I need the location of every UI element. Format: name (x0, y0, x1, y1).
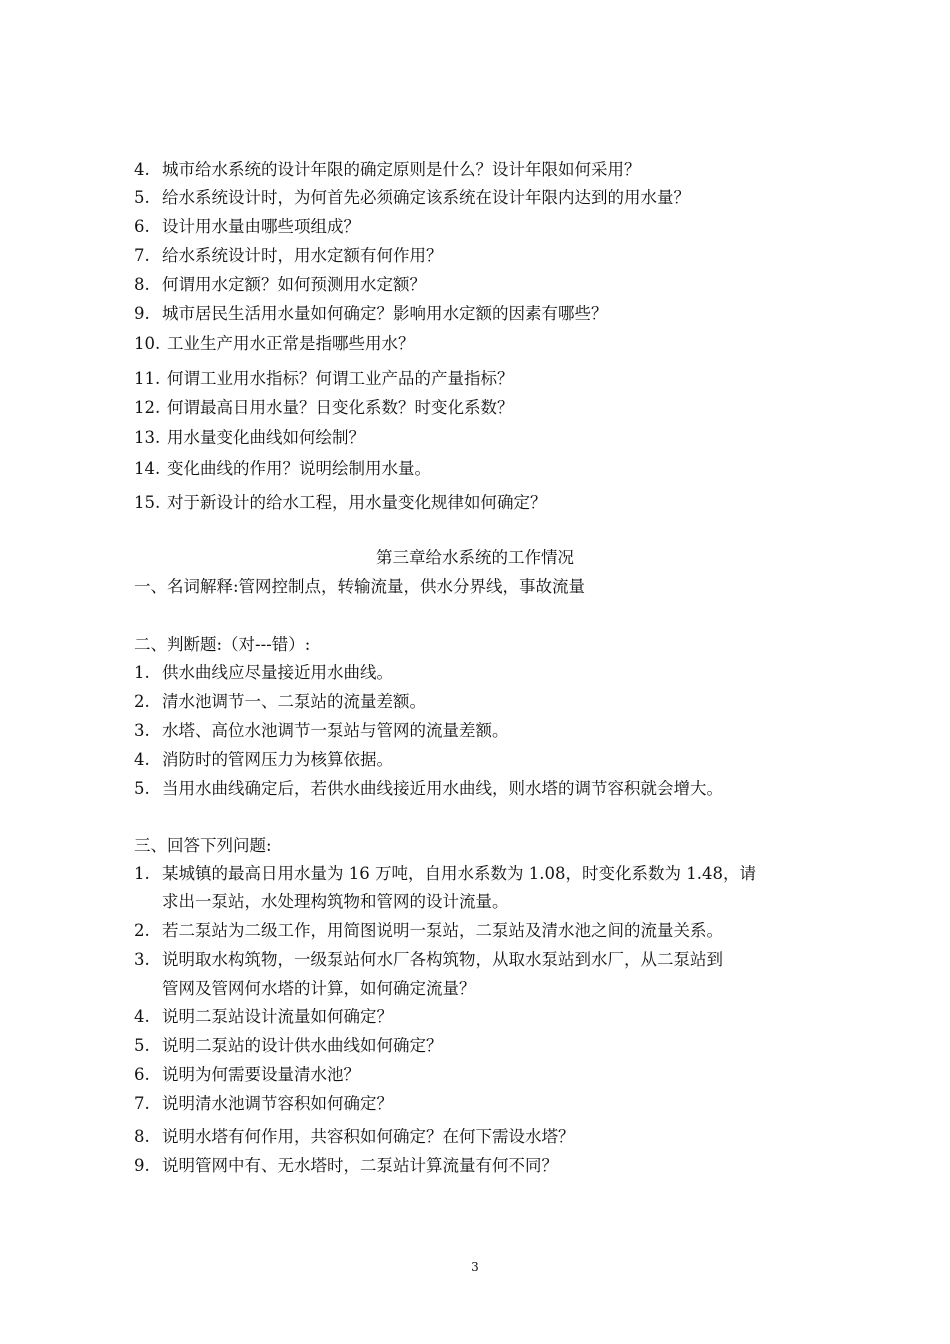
item-text: 说明为何需要设量清水池？ (162, 1065, 360, 1084)
item-number: 8. (134, 1127, 150, 1146)
item-text: 工业生产用水正常是指哪些用水？ (167, 334, 415, 353)
section-heading: 二、判断题:（对---错）: (134, 635, 311, 654)
item-number: 4. (134, 1007, 150, 1026)
item-text: 某城镇的最高日用水量为 16 万吨，自用水系数为 1.08，时变化系数为 1.48，请 (162, 864, 756, 883)
item-number: 8. (134, 275, 150, 294)
item-text: 用水量变化曲线如何绘制？ (167, 428, 365, 447)
item-number: 9. (134, 1156, 150, 1175)
item-text: 消防时的管网压力为核算依据。 (162, 750, 393, 769)
item-text: 说明清水池调节容积如何确定？ (162, 1094, 393, 1113)
item-number: 9. (134, 304, 150, 323)
item-text: 城市给水系统的设计年限的确定原则是什么？设计年限如何采用？ (162, 160, 641, 179)
item-text: 给水系统设计时，用水定额有何作用？ (162, 246, 443, 265)
item-number: 5. (134, 188, 150, 207)
item-number: 13. (134, 428, 161, 447)
item-text: 若二泵站为二级工作，用简图说明一泵站，二泵站及清水池之间的流量关系。 (162, 921, 723, 940)
item-text: 说明水塔有何作用，共容积如何确定？在何下需设水塔？ (162, 1127, 575, 1146)
item-text: 清水池调节一、二泵站的流量差额。 (162, 692, 426, 711)
item-number: 5. (134, 1036, 150, 1055)
item-number: 12. (134, 398, 161, 417)
item-number: 4. (134, 160, 150, 179)
item-text: 说明管网中有、无水塔时，二泵站计算流量有何不同？ (162, 1156, 558, 1175)
item-text: 水塔、高位水池调节一泵站与管网的流量差额。 (162, 721, 509, 740)
item-text: 说明二泵站的设计供水曲线如何确定？ (162, 1036, 443, 1055)
item-text: 说明取水构筑物，一级泵站何水厂各构筑物，从取水泵站到水厂，从二泵站到 (162, 950, 723, 969)
item-text-continuation: 管网及管网何水塔的计算，如何确定流量？ (162, 979, 476, 998)
item-text: 给水系统设计时，为何首先必须确定该系统在设计年限内达到的用水量？ (162, 188, 690, 207)
item-text: 当用水曲线确定后，若供水曲线接近用水曲线，则水塔的调节容积就会增大。 (162, 779, 723, 798)
item-number: 7. (134, 246, 150, 265)
item-number: 3. (134, 721, 150, 740)
page-number: 3 (471, 1260, 479, 1274)
item-number: 2. (134, 921, 150, 940)
item-text-continuation: 求出一泵站，水处理构筑物和管网的设计流量。 (162, 892, 509, 911)
item-number: 5. (134, 779, 150, 798)
section-heading: 一、名词解释:管网控制点，转输流量，供水分界线，事故流量 (134, 577, 586, 596)
item-text: 变化曲线的作用？说明绘制用水量。 (167, 459, 431, 478)
item-number: 6. (134, 217, 150, 236)
item-number: 10. (134, 334, 161, 353)
item-number: 7. (134, 1094, 150, 1113)
item-text: 设计用水量由哪些项组成？ (162, 217, 360, 236)
item-number: 1. (134, 663, 150, 682)
item-number: 4. (134, 750, 150, 769)
item-number: 6. (134, 1065, 150, 1084)
item-text: 何谓最高日用水量？日变化系数？时变化系数？ (167, 398, 514, 417)
item-number: 1. (134, 864, 150, 883)
item-text: 何谓用水定额？如何预测用水定额？ (162, 275, 426, 294)
item-text: 供水曲线应尽量接近用水曲线。 (162, 663, 393, 682)
item-text: 城市居民生活用水量如何确定？影响用水定额的因素有哪些？ (162, 304, 608, 323)
item-number: 15. (134, 493, 161, 512)
item-text: 对于新设计的给水工程，用水量变化规律如何确定？ (167, 493, 547, 512)
item-text: 何谓工业用水指标？何谓工业产品的产量指标？ (167, 369, 514, 388)
item-number: 11. (134, 369, 161, 388)
item-number: 14. (134, 459, 161, 478)
item-number: 3. (134, 950, 150, 969)
section-heading: 三、回答下列问题: (134, 836, 272, 855)
item-number: 2. (134, 692, 150, 711)
chapter-title: 第三章给水系统的工作情况 (376, 548, 574, 567)
item-text: 说明二泵站设计流量如何确定？ (162, 1007, 393, 1026)
